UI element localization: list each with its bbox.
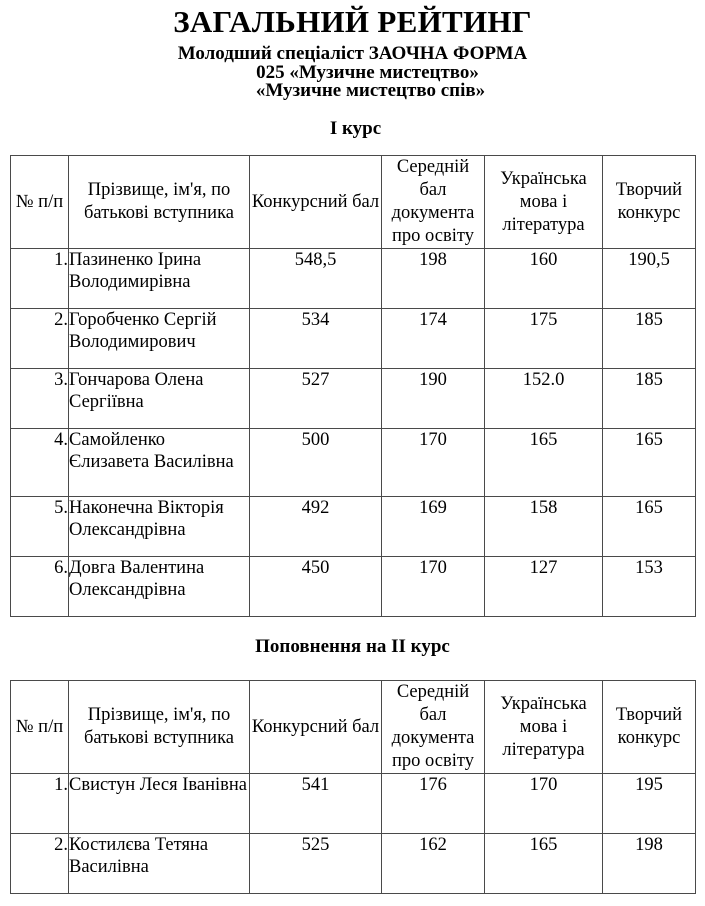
column-header-document-average: Середній бал документа про освіту <box>382 681 485 774</box>
table-row <box>11 309 696 369</box>
subtitle-program-level: Молодший спеціаліст ЗАОЧНА ФОРМА <box>177 43 528 64</box>
competitive-score: 541 <box>250 774 382 834</box>
ukrainian-score: 165 <box>485 834 603 894</box>
document-average: 170 <box>382 557 485 617</box>
row-number: 1. <box>11 249 69 309</box>
column-header-document-average: Середній бал документа про освіту <box>382 156 485 249</box>
creative-score: 153 <box>603 557 696 617</box>
applicant-name: Пазиненко Ірина Володимирівна <box>69 249 250 309</box>
competitive-score: 534 <box>250 309 382 369</box>
creative-score: 190,5 <box>603 249 696 309</box>
applicant-name: Костилєва Тетяна Василівна <box>69 834 250 894</box>
creative-score: 195 <box>603 774 696 834</box>
ukrainian-score: 160 <box>485 249 603 309</box>
ukrainian-score: 127 <box>485 557 603 617</box>
row-number: 4. <box>11 429 69 497</box>
applicant-name: Самойленко Єлизавета Василівна <box>69 429 250 497</box>
creative-score: 185 <box>603 369 696 429</box>
applicant-name: Горобченко Сергій Володимирович <box>69 309 250 369</box>
applicant-name: Гончарова Олена Сергіївна <box>69 369 250 429</box>
row-number: 6. <box>11 557 69 617</box>
ukrainian-score: 152.0 <box>485 369 603 429</box>
column-header-number: № п/п <box>11 681 69 774</box>
document-average: 198 <box>382 249 485 309</box>
row-number: 5. <box>11 497 69 557</box>
creative-score: 185 <box>603 309 696 369</box>
applicant-name: Наконечна Вікторія Олександрівна <box>69 497 250 557</box>
table-row <box>11 557 696 617</box>
ukrainian-score: 175 <box>485 309 603 369</box>
rating-table-second-year-addition <box>10 680 696 894</box>
table-header-row <box>11 156 696 249</box>
row-number: 1. <box>11 774 69 834</box>
column-header-ukrainian-language: Українська мова і література <box>485 681 603 774</box>
competitive-score: 525 <box>250 834 382 894</box>
column-header-competitive-score: Конкурсний бал <box>250 681 382 774</box>
column-header-creative-contest: Творчий конкурс <box>603 156 696 249</box>
document-average: 174 <box>382 309 485 369</box>
column-header-number: № п/п <box>11 156 69 249</box>
ukrainian-score: 170 <box>485 774 603 834</box>
table-row <box>11 774 696 834</box>
column-header-name: Прізвище, ім'я, по батькові вступника <box>69 681 250 774</box>
creative-score: 165 <box>603 429 696 497</box>
applicant-name: Свистун Леся Іванівна <box>69 774 250 834</box>
ukrainian-score: 165 <box>485 429 603 497</box>
creative-score: 165 <box>603 497 696 557</box>
section-heading-second-year-addition: Поповнення на ІІ курс <box>255 636 450 657</box>
competitive-score: 527 <box>250 369 382 429</box>
subtitle-specialty: 025 «Музичне мистецтво» <box>256 62 479 83</box>
applicant-name: Довга Валентина Олександрівна <box>69 557 250 617</box>
competitive-score: 450 <box>250 557 382 617</box>
table-row <box>11 429 696 497</box>
competitive-score: 492 <box>250 497 382 557</box>
column-header-ukrainian-language: Українська мова і література <box>485 156 603 249</box>
competitive-score: 500 <box>250 429 382 497</box>
document-average: 169 <box>382 497 485 557</box>
document-average: 170 <box>382 429 485 497</box>
column-header-name: Прізвище, ім'я, по батькові вступника <box>69 156 250 249</box>
table-row <box>11 369 696 429</box>
rating-table-first-year <box>10 155 696 617</box>
table-header-row <box>11 681 696 774</box>
row-number: 3. <box>11 369 69 429</box>
column-header-competitive-score: Конкурсний бал <box>250 156 382 249</box>
table-row <box>11 249 696 309</box>
creative-score: 198 <box>603 834 696 894</box>
section-heading-first-year: І курс <box>329 118 382 139</box>
competitive-score: 548,5 <box>250 249 382 309</box>
row-number: 2. <box>11 834 69 894</box>
document-average: 162 <box>382 834 485 894</box>
page-title: ЗАГАЛЬНИЙ РЕЙТИНГ <box>173 4 532 39</box>
subtitle-specialization: «Музичне мистецтво спів» <box>255 80 486 101</box>
table-row <box>11 497 696 557</box>
ukrainian-score: 158 <box>485 497 603 557</box>
column-header-creative-contest: Творчий конкурс <box>603 681 696 774</box>
document-average: 190 <box>382 369 485 429</box>
table-row <box>11 834 696 894</box>
document-average: 176 <box>382 774 485 834</box>
row-number: 2. <box>11 309 69 369</box>
